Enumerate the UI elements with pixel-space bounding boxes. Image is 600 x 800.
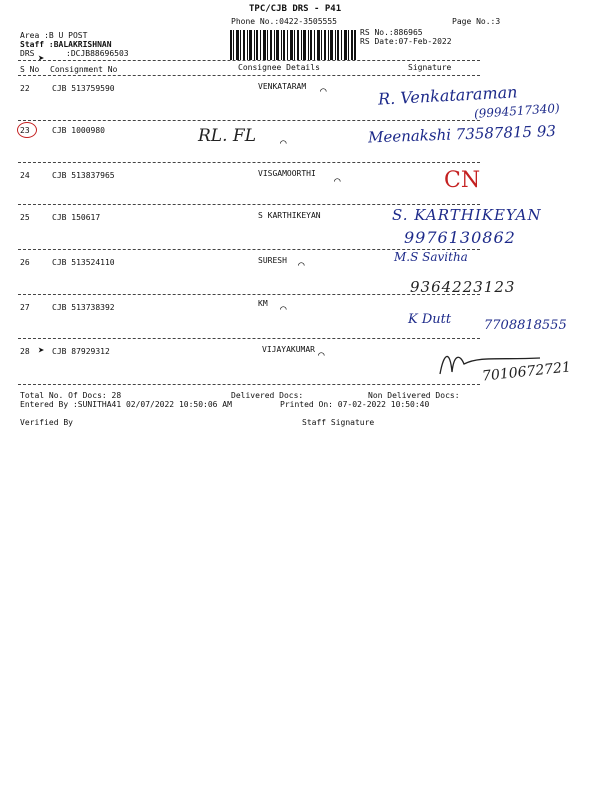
total-docs: Total No. Of Docs: 28 bbox=[20, 391, 122, 400]
handwritten-signature: S. KARTHIKEYAN bbox=[392, 206, 542, 224]
col-signature: Signature bbox=[408, 63, 452, 72]
col-consignee: Consignee Details bbox=[238, 63, 320, 72]
document-title: TPC/CJB DRS - P41 bbox=[249, 4, 342, 14]
col-consignment: Consignment No bbox=[50, 65, 118, 74]
rs-date: RS Date:07-Feb-2022 bbox=[360, 37, 452, 46]
tick-mark-icon: ⌒ bbox=[320, 84, 327, 97]
col-sno: S No bbox=[20, 65, 40, 74]
handwritten-phone: 9976130862 bbox=[404, 228, 516, 247]
row-consignment: CJB 1000980 bbox=[52, 126, 105, 135]
row-divider bbox=[18, 162, 480, 163]
header-bottom-rule bbox=[18, 75, 480, 76]
tick-mark-icon: ⌒ bbox=[298, 258, 305, 271]
row-consignee: KM bbox=[258, 299, 268, 308]
row-consignee: VENKATARAM bbox=[258, 82, 307, 91]
header-top-rule bbox=[18, 60, 480, 61]
rs-number: RS No.:886965 bbox=[360, 28, 423, 37]
row-divider bbox=[18, 338, 480, 339]
drs-label: DRS bbox=[20, 49, 35, 58]
handwritten-signature: Meenakshi 73587815 93 bbox=[367, 121, 557, 147]
row-sno: 25 bbox=[20, 213, 30, 222]
barcode-graphic bbox=[230, 30, 356, 60]
row-consignee: VIJAYAKUMAR bbox=[262, 345, 315, 354]
handwritten-initials: CN bbox=[444, 168, 481, 193]
row-divider bbox=[18, 294, 480, 295]
row-consignee: S KARTHIKEYAN bbox=[258, 211, 321, 220]
row-consignee: SURESH bbox=[258, 256, 287, 265]
handwritten-phone: 7708818555 bbox=[484, 318, 567, 333]
row-divider bbox=[18, 120, 480, 121]
printed-on: Printed On: 07-02-2022 10:50:40 bbox=[280, 400, 430, 409]
staff-label: Staff :BALAKRISHNAN bbox=[20, 40, 112, 49]
row-sno: 23 bbox=[20, 126, 30, 135]
row-sno: 27 bbox=[20, 303, 30, 312]
phone-number: Phone No.:0422-3505555 bbox=[231, 17, 337, 26]
handwritten-phone: 9364223123 bbox=[410, 278, 516, 296]
tick-mark-icon: ⌒ bbox=[280, 136, 287, 149]
footer-rule bbox=[18, 384, 480, 385]
arrow-mark-icon: ➤ bbox=[38, 52, 45, 65]
row-consignment: CJB 513837965 bbox=[52, 171, 115, 180]
row-consignment: CJB 513738392 bbox=[52, 303, 115, 312]
row-consignee: VISGAMOORTHI bbox=[258, 169, 316, 178]
tick-mark-icon: ⌒ bbox=[334, 174, 341, 187]
staff-signature: Staff Signature bbox=[302, 418, 375, 427]
barcode bbox=[230, 30, 356, 60]
handwritten-signature: M.S Savitha bbox=[394, 250, 468, 264]
row-consignment: CJB 513524110 bbox=[52, 258, 115, 267]
row-consignment: CJB 150617 bbox=[52, 213, 101, 222]
handwritten-phone: 7010672721 bbox=[481, 359, 572, 385]
delivered-docs: Delivered Docs: bbox=[231, 391, 304, 400]
row-consignment: CJB 513759590 bbox=[52, 84, 115, 93]
handwritten-note: RL. FL bbox=[198, 126, 256, 146]
tick-mark-icon: ⌒ bbox=[318, 348, 325, 361]
verified-by: Verified By bbox=[20, 418, 73, 427]
tick-mark-icon: ⌒ bbox=[280, 302, 287, 315]
row-sno: 26 bbox=[20, 258, 30, 267]
row-divider bbox=[18, 204, 480, 205]
row-sno: 28 bbox=[20, 347, 30, 356]
row-consignment: CJB 87929312 bbox=[52, 347, 110, 356]
page-number: Page No.:3 bbox=[452, 17, 501, 26]
row-sno: 24 bbox=[20, 171, 30, 180]
handwritten-phone: (9994517340) bbox=[473, 101, 561, 121]
entered-by: Entered By :SUNITHA41 02/07/2022 10:50:06 AM bbox=[20, 400, 232, 409]
area-label: Area :B U POST bbox=[20, 31, 88, 40]
drs-number: :DCJB88696503 bbox=[66, 49, 129, 58]
arrow-mark-icon: ➤ bbox=[38, 344, 45, 357]
row-sno: 22 bbox=[20, 84, 30, 93]
non-delivered-docs: Non Delivered Docs: bbox=[368, 391, 460, 400]
handwritten-signature: R. Venkataraman bbox=[377, 82, 518, 109]
handwritten-signature: K Dutt bbox=[408, 312, 452, 327]
